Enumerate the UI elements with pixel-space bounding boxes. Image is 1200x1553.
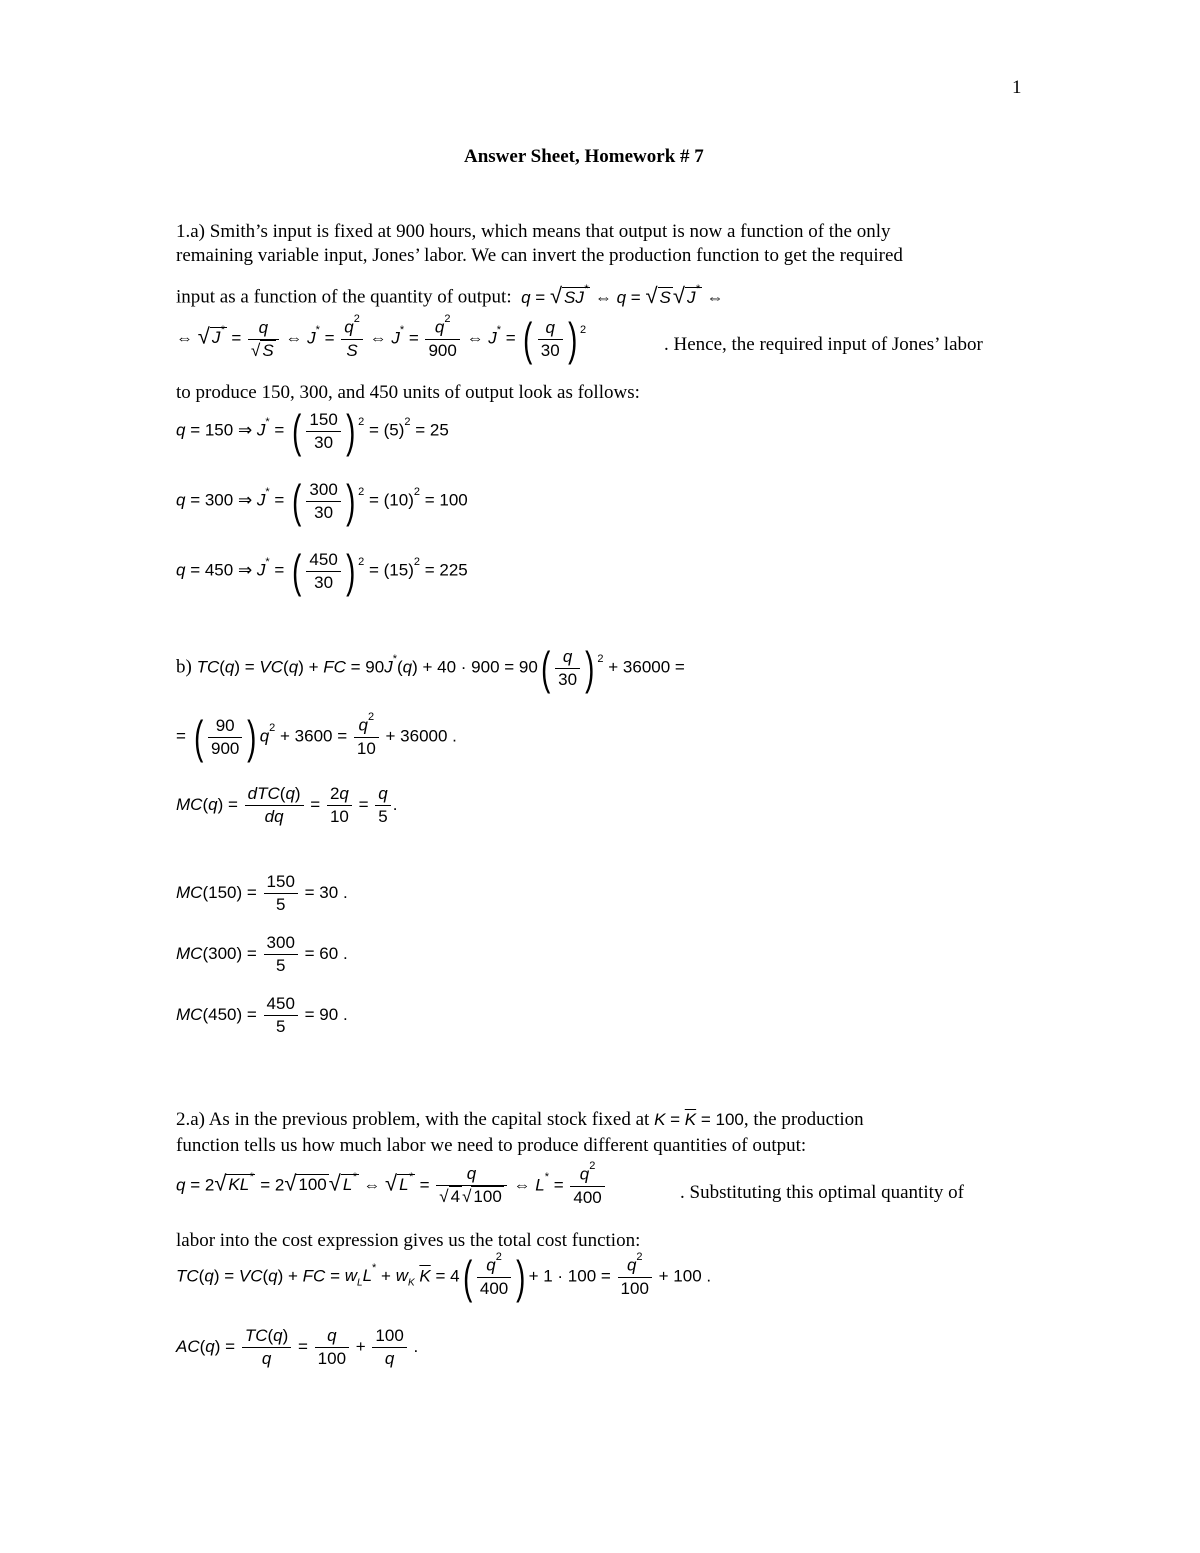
eq-q450: q = 450 ⇒ J* = ( $\frac{450}{30}$ ) $^2 = (15)^2 = 225$	[176, 545, 468, 597]
mc-arg: 450	[208, 1004, 237, 1024]
eq-numerator: 450	[306, 550, 340, 572]
eq-q-value: 450	[204, 560, 234, 580]
eq-q300: q = 300 ⇒ J* = ( $\frac{300}{30}$ ) $^2 = (10)^2 = 100$	[176, 475, 468, 527]
eq-numerator: 300	[306, 480, 340, 502]
tc-equation-2: = ( $\frac{90}{900}$ ) $q^2 + 3600$ = $\frac{q^2}{10}$ + 36000 .	[176, 711, 457, 763]
eq-numerator: 150	[306, 410, 340, 432]
p1-line5: to produce 150, 300, and 450 units of output look as follows:	[176, 382, 640, 403]
mc-450: MC(450) = $\frac{450}{5}$ = 90 .	[176, 994, 348, 1036]
eq-base: 10	[389, 490, 409, 510]
p1-line2: remaining variable input, Jones’ labor. We can invert the production function to get the required	[176, 245, 903, 266]
p2-line1-row: 2.a) As in the previous problem, with the capital stock fixed at $K = \overline{K} = 100$, the production	[176, 1109, 864, 1130]
tc-equation-1: b) TC(q) = VC(q) + FC = 90J*(q) + 40 · 900 = 90( $\frac{q}{30}$ ) $^2$ + 36000 =	[176, 642, 685, 694]
p2-subst: . Substituting this optimal quantity of	[680, 1182, 964, 1203]
p1-hence: . Hence, the required input of Jones’ labor	[664, 334, 983, 355]
mc-150: MC(150) = $\frac{150}{5}$ = 30 .	[176, 872, 348, 914]
eq-base: 15	[389, 560, 409, 580]
p1-line3: input as a function of the quantity of output:	[176, 286, 512, 308]
mc-result: 90	[319, 1004, 339, 1024]
mc-arg: 150	[208, 882, 237, 902]
eq-q150: q = 150 ⇒ J* = ( $\frac{150}{30}$ ) $^2 = (5)^2 = 25$	[176, 405, 449, 457]
ac-function: AC(q) = $\frac{TC(q)}{q}$ = $\frac{q}{100}$ + $\frac{100}{q}$ .	[176, 1326, 419, 1368]
eq-result: 100	[439, 490, 468, 510]
labor-derivation: q = 2√ KL* = 2√ 100√ L* ⇔ √ L* = $\frac{q}{√ 4 √ 100}$ ⇔ L* = $\frac{q^2}{400}$	[176, 1164, 607, 1208]
mc-result: 30	[319, 882, 339, 902]
eq-q-value: 150	[204, 420, 234, 440]
eq-q-value: 300	[204, 490, 234, 510]
p1-line3-row	[176, 281, 723, 310]
mc-300: MC(300) = $\frac{300}{5}$ = 60 .	[176, 933, 348, 975]
document-title: Answer Sheet, Homework # 7	[464, 146, 704, 167]
mc-result: 60	[319, 943, 339, 963]
mc-arg: 300	[208, 943, 237, 963]
tc-function-2: TC(q) = VC(q) + FC = $w_LL^* + w_K$ $\overline{K} = 4$( $\frac{q^2}{400}$ ) + 1 · 100 = $\frac{q^2}{100}$ + 100 .	[176, 1251, 712, 1303]
mc-numerator: 150	[264, 872, 298, 894]
part-b-label: b)	[176, 656, 192, 678]
mc-numerator: 450	[264, 994, 298, 1016]
eq-result: 225	[439, 560, 468, 580]
page-number: 1	[1012, 77, 1022, 98]
eq-result: 25	[429, 420, 449, 440]
p2-line2: function tells us how much labor we need to produce different quantities of output:	[176, 1135, 807, 1156]
p1-line1: 1.a) Smith’s input is fixed at 900 hours, which means that output is now a function of the only	[176, 221, 891, 242]
p2-line1b: , the production	[743, 1109, 864, 1130]
mc-derivative: MC(q) = $\frac{\text{dTC(q)}}{dq}$ = $\frac{2q}{10}$ = $\frac{q}{5}$ .	[176, 784, 398, 826]
eq-base: 5	[389, 420, 399, 440]
jones-labor-derivation: ⇔ √ J* = $\frac{q}{√ S}$ ⇔ J* = $\frac{q^2}{S}$ ⇔ J* = $\frac{q^2}{900}$ ⇔ J* = ( $\frac{q}{30}$ ) $^2$	[176, 313, 587, 365]
production-inverse-equation: q = √ SJ* ⇔ q = √ S√ J* ⇔	[521, 282, 724, 308]
p2-line4: labor into the cost expression gives us the total cost function:	[176, 1230, 641, 1251]
p2-line1a: 2.a) As in the previous problem, with the capital stock fixed at	[176, 1109, 650, 1130]
mc-numerator: 300	[264, 933, 298, 955]
